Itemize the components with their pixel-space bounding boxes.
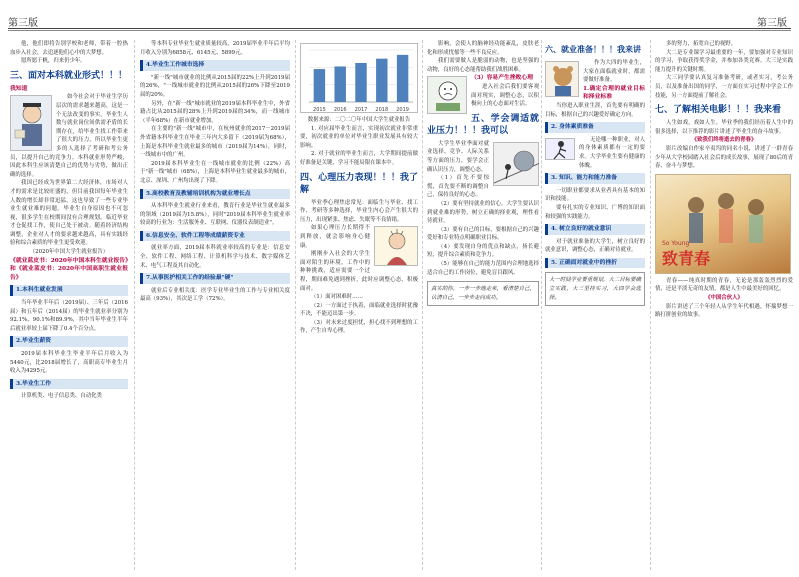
column-divider	[134, 40, 135, 570]
paragraph: 大学生毕业季面对就业选择、竞争、人际关系等方面的压力，要学会正确认识压力，调整心态。	[427, 140, 489, 173]
stressed-student-image	[374, 226, 418, 266]
graduate-cartoon-image	[10, 95, 52, 151]
paragraph: （4）要发现自身的优点和缺点，扬长避短，提升综合素质和竞争力。	[427, 243, 539, 259]
column-divider	[422, 40, 423, 570]
column-4	[427, 40, 539, 570]
item-1-heading: 1.确定合理的就业目标和择业标准	[583, 85, 645, 101]
page-header	[0, 0, 799, 34]
page-number-right: 第三版	[757, 18, 787, 29]
page-number-left: 第三版	[8, 18, 38, 29]
paragraph: 我国已经成为世界第二大经济体，市场对人才的需求是比较旺盛的，但目前我国每年毕业生人数的增长却非常迅猛，这也导致了一些专业毕业生就业难的问题。毕业生自身原因也不可忽视，很多学生在校期间没有合理规划，临近毕业才仓促找工作，使自己处于被动。随着经济结构调整，企业对人才的要求越来越高，具有实践经验和综合素质的毕业生更受欢迎。	[10, 180, 128, 247]
section-6-title: 六、就业准备！！！我来讲	[545, 45, 641, 54]
paragraph: 人生如戏，戏如人生。毕业季的我们经历着人生中的很多选择，以下推荐的影片讲述了毕业生的奋斗故事。	[655, 120, 793, 135]
column-divider	[541, 40, 542, 570]
paragraph: 刚刚步入社会的大学生面对陌生的环境，工作中的种种挑战，适应需要一个过程，期间难免遇到挫折，此时应调整心态，积极面对。	[300, 251, 418, 292]
paragraph: 2. 对于就业的毕业生而言，大学期间提前做好准备是关键，学习不能局限在课本中。	[300, 151, 418, 166]
item-3-heading: 3. 知识、能力和能力准备	[545, 173, 645, 184]
paragraph: 大二是专业课学习最重要的一年，要加强对专业知识的学习，争取获得奖学金，并参加各类竞赛。大三是实践能力提升的关键时期。	[655, 49, 793, 73]
quote-box: 大一时间学业要重规划，大二目标要确立实践，大三坚持实习，大四学会选择。	[545, 272, 645, 306]
salary-chart-svg	[301, 44, 418, 114]
paragraph: 影响，会使人的脑神经功能紊乱，皮肤老化和形成忧郁等一些不良反应。	[427, 41, 539, 56]
graduate-cartoon-icon	[11, 96, 53, 152]
runner-image	[545, 138, 575, 160]
salary-bar-chart	[300, 43, 418, 113]
item-3-heading: 3.毕业生工作	[10, 379, 128, 390]
paragraph: 从本科毕业生就业行业来看，教育行业是毕业生就业最多的领域（2019届为15.8%），同时"2019届本科毕业生就业率较高的行业为：生活服务业、互联网、仪器仪表制造业"。	[140, 203, 290, 227]
column-divider	[295, 40, 296, 570]
paragraph: 愿所愿千帆，归来仍少年。	[21, 58, 86, 65]
poster-subtitle: So Young	[662, 240, 690, 248]
paragraph: （2）一方面过于执着，面临就业选择时犹豫不决，不能迈出第一步。	[300, 302, 418, 318]
paragraph: 如果心理压力长期得不到释放，就会影响身心健康。	[300, 225, 370, 249]
paragraph: 对于就业准备的大学生，树立良好的就业意识，调整心态，正确对待就业。	[545, 238, 645, 254]
x-tick-label: 2017	[354, 107, 368, 113]
boulder-push-image	[493, 142, 539, 186]
item-1-heading: 1.本科生就业发展	[10, 285, 128, 296]
paragraph: 在主要的"新一线"城市中，在杭州就业的2017－2019届外省籍本科毕业生在毕业三年内大多留下（2019届为68%），上海是本科毕业生就业最多的城市（2019届为14%），同时，一线城市中的广州。	[140, 126, 290, 159]
paragraph: （3）对未来过度担忧，担心找不到理想的工作，产生自卑心理。	[300, 319, 418, 335]
paragraph: 影片改编自作家辛夷坞的同名小说，讲述了一群青春少年从大学校园踏入社会后的成长故事，展现了80后的青春、奋斗与梦想。	[655, 145, 793, 170]
film-1-title: 《致我们终将逝去的青春》	[691, 137, 757, 144]
pressure-cartoon-image	[427, 76, 467, 114]
paragraph: 当你进入职业生涯，首先要有明确的目标，根据自己的兴趣爱好确定方向。	[545, 102, 645, 118]
item-heading: （3）容易产生挫败心理	[471, 75, 534, 82]
item-2-heading: 2.毕业生薪资	[10, 336, 128, 347]
paragraph: 计算机类、电子信息类、自动化类	[21, 393, 102, 400]
report-list-title: 《就业蓝皮书：2020年中国本科生就业报告》和《就业蓝皮书：2020年中国高职生就业报告》	[10, 257, 128, 281]
paragraph: 当年毕业半年后（2019届）、三年后（2016届）和五年后（2014届）的毕业生就业率分别为92.1%、90.1%和89.9%，其中当年毕业生半年后就业率较上届下降了0.4个百分点。	[10, 300, 128, 332]
paragraph: 2019届本科毕业生在一线城市就业的比例（22%）高于"新一线"城市（68%），上海是本科毕业生就业最多的城市，北京、深圳、广州均出现了下降。	[140, 160, 290, 184]
paragraph: （1）首先不要惊慌，首先要不断的调整自己，保持良好的心态。	[427, 175, 489, 199]
quote-box: 真实的你，一步一步地走来，看清楚自己，认清自己，一步步走向成功。	[427, 281, 539, 306]
film-2-title: 《中国合伙人》	[705, 294, 743, 301]
item-7-heading: 7.从事医护相关工作的经验最"硬"	[140, 273, 290, 284]
chart-bar	[376, 59, 387, 102]
paragraph: 2019届本科毕业生毕业半年后月收入为5440元，比2018届增长了，高职高专毕业生月收入为4295元。	[10, 351, 128, 375]
pressure-cartoon-icon	[428, 77, 468, 115]
column-2	[140, 40, 290, 570]
column-1	[10, 40, 128, 570]
paragraph: 影片讲述了三个年轻人从学生年代相遇，怀揣梦想一路打拼创业的故事。	[655, 303, 793, 319]
paragraph: 毕业季心理焦虑常见：面临生与毕业、找工作、考研等多种选择，毕业生内心会产生很大的压力，出现紧张、焦虑、失眠等不良情绪。	[300, 199, 418, 223]
paragraph: 另外，在"新一线"城市就业的2019届本科毕业生中，外省籍占比从2015届的28%上升到2019届的34%，而一线城市（半年68%）在新市就业增加。	[140, 100, 290, 124]
paragraph: 等本科专业毕业生就业质量较高，2019届毕业半年后平均月收入分别为6858元、6145元、5899元。	[140, 41, 290, 56]
poster-title: 致青春	[662, 248, 711, 268]
paragraph: （1）面对困难时……	[311, 294, 363, 301]
header-rule	[8, 28, 791, 31]
paragraph: 他，他们即将告别学校和老师，带着一腔热血步入社会，去追逐他们心中的大梦想。	[10, 41, 128, 56]
chart-bar	[314, 69, 325, 102]
stressed-student-icon	[375, 227, 418, 267]
paragraph: （3）要有自己的目标，要根据自己的兴趣爱好和专业特点明确职业目标。	[427, 226, 539, 242]
paragraph: 我们需要做人是脆弱的动物，也是坚强的动物，良好的心态能帮助我们战胜困难。	[427, 58, 539, 73]
paragraph: 就业率方面，2019届本科就业率较高的专业是：信息安全、软件工程、网络工程、计算机科学与技术、数字媒体艺术、电气工程及其自动化。	[140, 245, 290, 269]
chart-bar	[397, 55, 408, 102]
item-2-heading: 2. 身体素质准备	[545, 122, 645, 133]
report-caption: （2020年中国大学生就业报告）	[29, 249, 109, 256]
section-4-title: 四、心理压力表现！！！我了解	[300, 172, 418, 195]
x-tick-label: 2015	[313, 107, 326, 113]
bear-cartoon-icon	[546, 62, 580, 98]
chart-source-caption: 数据来源：二〇二〇年中国大学生就业报告	[307, 117, 411, 123]
paragraph: 要有扎实的专业知识、广博的知识面和较强的实践能力。	[545, 204, 645, 220]
paragraph: "新一线"城市就业的比例从2015届的22%上升到2019届的26%，"一线城市就业的比例从2015届的26%下降至2019届的20%。	[140, 74, 290, 98]
paragraph: （2）要有坚持就业的信心，大学生要认识到就业难的形势，树立正确的择业观，理性看待就业。	[427, 200, 539, 225]
item-5-heading: 5.高校教育及教辅培训机构为就业增长点	[140, 189, 290, 200]
paragraph: 青春——纯真时期的青春，无论是那轰轰烈烈的爱情，还是平淡无奇的友情，都是人生中最美好的回忆。	[655, 277, 793, 293]
paragraph: 如今社会对于毕业生学历层次的需求越来越高，这是一个无法改变的事实。毕业生人数与就业岗位间供需矛盾的长期存在，给毕业生找工作带来了很大的压力，所以毕业生更多的人选择了考研和考公务员，以提升自己的竞争力。本科就业形势严峻，因此本科生应该清楚自己的优势与劣势，做出正确的选择。	[10, 94, 128, 178]
column-3	[300, 40, 418, 570]
paragraph: 大三同学要认真复习准备考研，或者实习，考公务员，以及准备出国的同学，一方面在实习过程中学会工作技能，另一方面提前了解社会。	[655, 75, 793, 99]
column-5	[545, 40, 645, 570]
paragraph: 作为大四的毕业生，大家在面临就业时，都需要做好准备。	[583, 60, 645, 84]
column-6	[655, 40, 793, 570]
section-7-title: 七、了解相关电影！！！我来看	[655, 105, 782, 116]
section-3-title: 三、面对本科就业形式！！！	[10, 70, 128, 81]
paragraph: 多的努力，拓宽自己的视野。	[666, 41, 737, 47]
film-poster-image	[655, 174, 791, 274]
runner-icon	[546, 139, 576, 161]
section-5-title: 五、学会调适就业压力！！！我可以	[427, 113, 539, 136]
paragraph: （5）能够在自己的能力范围内合理地选择适合自己的工作岗位，避免盲目跟风。	[427, 261, 539, 276]
boulder-push-icon	[494, 143, 539, 187]
paragraph: 就业后专业相关度：医学专业毕业生的工作与专业相关度最高（93%），其次是工学（72%）。	[140, 287, 290, 303]
item-4-heading: 4. 树立良好的就业意识	[545, 224, 645, 235]
x-tick-label: 2018	[375, 107, 389, 113]
item-4-heading: 4.毕业生工作城市选择	[140, 60, 290, 71]
item-5-heading: 5. 正确面对就业中的挫折	[545, 258, 645, 269]
x-tick-label: 2019	[396, 107, 409, 113]
paragraph: 进入社会后我们要客观面对现实，调整心态，以积极向上的心态面对生活。	[471, 83, 539, 108]
x-tick-label: 2016	[333, 107, 347, 113]
paragraph: 一切职业都要求从业者具有基本的知识和技能。	[545, 187, 645, 203]
sub-title: 我知道	[10, 85, 28, 92]
paragraph: 无论哪一种职业，对人的身体素质都有一定的要求。大学毕业生要有健康的体魄。	[579, 136, 645, 169]
chart-bar	[334, 66, 345, 102]
column-divider	[650, 40, 651, 570]
chart-bar	[355, 63, 366, 102]
bear-cartoon-image	[545, 61, 579, 97]
paragraph: 1. 对应届毕业生而言，实现初次就业非常重要，初次就业的单位对毕业生职业发展具有较大影响。	[300, 125, 418, 149]
item-6-heading: 6.信息安全、软件工程等成绩薪资专业	[140, 231, 290, 242]
